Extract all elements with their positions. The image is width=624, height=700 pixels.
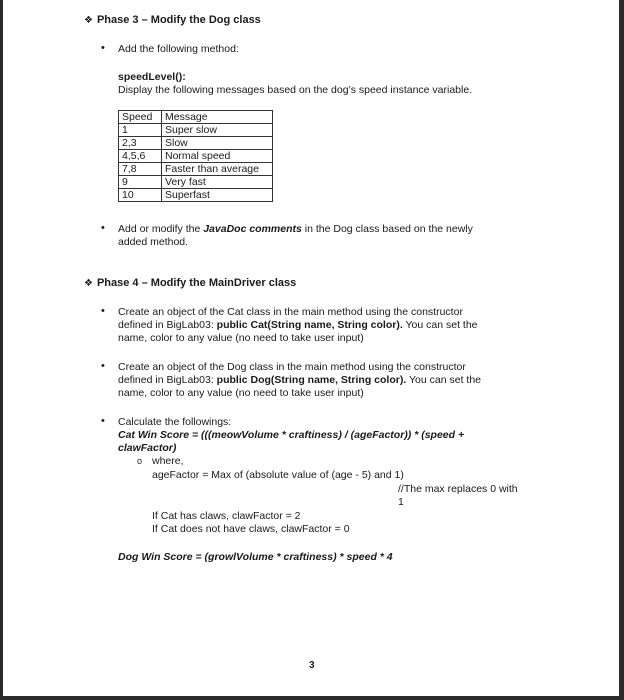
bullet-dot-icon: • [101, 42, 105, 54]
left-border [0, 0, 3, 700]
method-name: speedLevel(): [118, 71, 186, 83]
phase4-heading [84, 277, 296, 289]
table-row [119, 150, 273, 163]
bullet-dot-icon: • [101, 305, 105, 317]
javadoc-post: in the Dog class based on the newly [301, 223, 473, 235]
right-border [619, 0, 624, 700]
cat-formula-line1: Cat Win Score = (((meowVolume * craftiness) / (ageFactor)) * (speed + [118, 429, 465, 441]
table-row [119, 137, 273, 150]
header-speed: Speed [119, 111, 162, 124]
bullet-dot-icon: • [101, 360, 105, 372]
dog-line3: name, color to any value (no need to take user input) [118, 387, 364, 399]
bullet-dot-icon: • [101, 222, 105, 234]
speed-cell: 2,3 [119, 137, 162, 150]
message-cell: Superfast [162, 189, 273, 202]
dog-line2-pre: defined in BigLab03: [118, 374, 217, 386]
dog-constructor: public Dog(String name, String color). [216, 374, 407, 386]
header-message: Message [162, 111, 273, 124]
javadoc-line2: added method. [118, 236, 189, 248]
phase3-title: Phase 3 – Modify the Dog class [96, 14, 261, 26]
cat-line2-post: You can set the [402, 319, 478, 331]
speed-cell: 7,8 [119, 163, 162, 176]
message-cell: Slow [162, 137, 273, 150]
message-cell: Normal speed [162, 150, 273, 163]
dog-line2 [118, 374, 481, 387]
phase4-title: Phase 4 – Modify the MainDriver class [96, 277, 297, 289]
cat-line1: Create an object of the Cat class in the main method using the constructor [118, 306, 463, 318]
dog-line1: Create an object of the Dog class in the main method using the constructor [118, 361, 466, 373]
sub-bullet-icon: o [137, 456, 143, 466]
cat-formula-line2: clawFactor) [118, 442, 177, 454]
message-cell: Faster than average [162, 163, 273, 176]
method-description: Display the following messages based on the dog’s speed instance variable. [118, 84, 473, 96]
cat-line2-pre: defined in BigLab03: [118, 319, 217, 331]
speed-cell: 10 [119, 189, 162, 202]
bottom-border [0, 696, 624, 700]
claws-no: If Cat does not have claws, clawFactor = 0 [152, 523, 350, 535]
javadoc-line1 [118, 223, 473, 236]
speed-cell: 1 [119, 124, 162, 137]
speed-table [118, 110, 273, 202]
diamond-bullet-icon: ❖ [84, 15, 93, 26]
dog-line2-post: You can set the [406, 374, 481, 386]
message-cell: Super slow [162, 124, 273, 137]
comment-line2: 1 [398, 496, 404, 508]
cat-line2 [118, 319, 478, 332]
cat-constructor: public Cat(String name, String color). [216, 319, 403, 331]
message-cell: Very fast [162, 176, 273, 189]
calc-intro: Calculate the followings: [118, 416, 232, 428]
phase3-heading [84, 14, 261, 26]
javadoc-bold: JavaDoc comments [203, 223, 302, 235]
table-row [119, 124, 273, 137]
dog-formula: Dog Win Score = (growlVolume * craftiness) * speed * 4 [118, 551, 393, 563]
age-factor: ageFactor = Max of (absolute value of (age - 5) and 1) [152, 469, 404, 481]
table-row [119, 163, 273, 176]
phase3-bullet1: Add the following method: [118, 43, 239, 55]
table-row [119, 176, 273, 189]
speed-cell: 4,5,6 [119, 150, 162, 163]
bullet-dot-icon: • [101, 415, 105, 427]
table-header-row [119, 111, 273, 124]
speed-cell: 9 [119, 176, 162, 189]
page-number: 3 [309, 660, 315, 671]
javadoc-pre: Add or modify the [118, 223, 204, 235]
where-label: where, [152, 455, 184, 467]
cat-line3: name, color to any value (no need to take user input) [118, 332, 364, 344]
table-row [119, 189, 273, 202]
claws-yes: If Cat has claws, clawFactor = 2 [152, 510, 301, 522]
comment-line1: //The max replaces 0 with [398, 483, 518, 495]
diamond-bullet-icon: ❖ [84, 278, 93, 289]
